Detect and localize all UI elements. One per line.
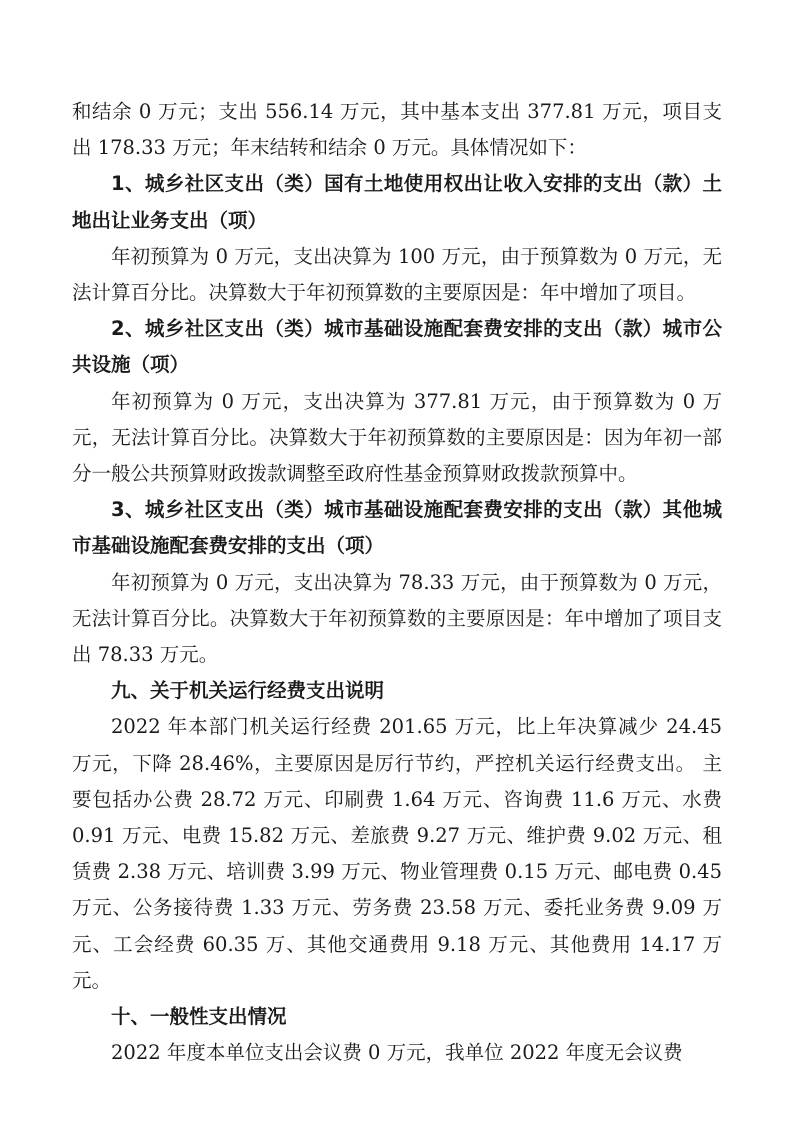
heading-item-2: 2、城乡社区支出（类）城市基础设施配套费安排的支出（款）城市公共设施（项） [72,317,722,377]
paragraph-item-3: 年初预算为 0 万元，支出决算为 78.33 万元，由于预算数为 0 万元，无法计算百分比。决算数大于年初预算数的主要原因是：年中增加了项目支出 78.33 万元。 [72,570,722,667]
heading-item-3: 3、城乡社区支出（类）城市基础设施配套费安排的支出（款）其他城市基础设施配套费安排的支出（项） [72,498,722,558]
document-page [72,94,722,1071]
heading-item-1: 1、城乡社区支出（类）国有土地使用权出让收入安排的支出（款）土地出让业务支出（项） [72,172,722,232]
paragraph-intro-continued: 和结余 0 万元；支出 556.14 万元，其中基本支出 377.81 万元，项目支出 178.33 万元；年末结转和结余 0 万元。具体情况如下： [72,100,722,160]
paragraph-section-10: 2022 年度本单位支出会议费 0 万元，我单位 2022 年度无会议费 [111,1041,683,1065]
paragraph-item-1: 年初预算为 0 万元，支出决算为 100 万元，由于预算数为 0 万元，无法计算百分比。决算数大于年初预算数的主要原因是：年中增加了项目。 [72,244,722,305]
heading-section-10: 十、一般性支出情况 [111,1005,287,1029]
heading-section-9: 九、关于机关运行经费支出说明 [111,679,385,703]
paragraph-section-9: 2022 年本部门机关运行经费 201.65 万元，比上年决算减少 24.45 万元，下降 28.46%，主要原因是厉行节约，严控机关运行经费支出。 主要包括办公费 28.72 万元、印刷费 1.64 万元、咨询费 11.6 万元、水费 0.91 万元、电费 15.82 万元、差旅费 9.27 万元、维护费 9.02 万元、租赁费 2.38 万元、培训费 3.99 万元、物业管理费 0.15 万元、邮电费 0.45 万元、公务接待费 1.33 万元、劳务费 23.58 万元、委托业务费 9.09 万元、工会经费 60.35 万、其他交通费用 9.18 万元、其他费用 14.17 万元。 [72,715,722,992]
paragraph-item-2: 年初预算为 0 万元，支出决算为 377.81 万元，由于预算数为 0 万元，无法计算百分比。决算数大于年初预算数的主要原因是：因为年初一部分一般公共预算财政拨款调整至政府性基金预算财政拨款预算中。 [72,389,722,486]
